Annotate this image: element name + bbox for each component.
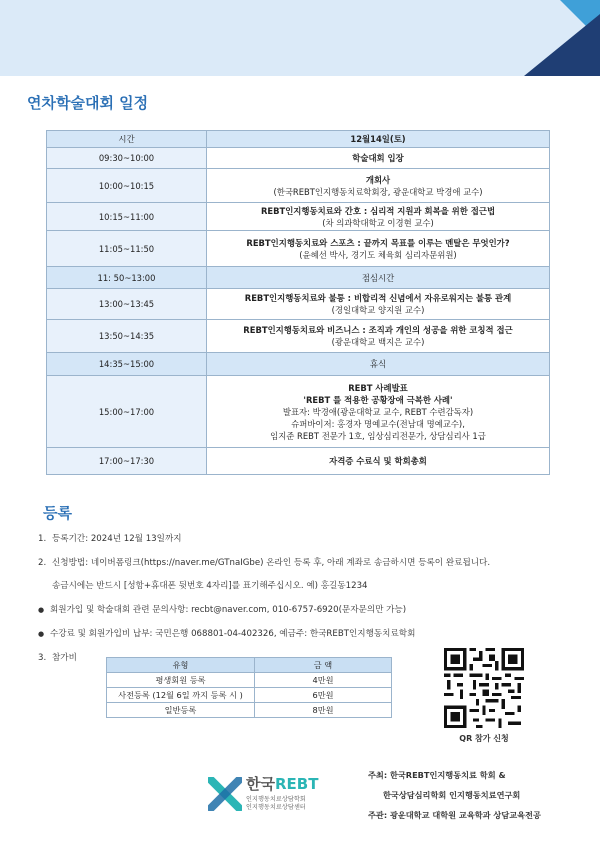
logo-name-korean: 한국 — [246, 775, 275, 793]
schedule-row — [47, 169, 550, 203]
schedule-time: 11:05~11:50 — [47, 231, 207, 267]
schedule-session — [207, 320, 550, 353]
schedule-row — [47, 376, 550, 448]
schedule-time: 11: 50~13:00 — [47, 267, 207, 289]
fee-table — [106, 657, 392, 718]
session-speaker: (경일대학교 양지원 교수) — [331, 305, 425, 315]
schedule-time: 17:00~17:30 — [47, 448, 207, 475]
schedule-time: 09:30~10:00 — [47, 148, 207, 169]
logo-subtitle: 인지행동치료상담학회 — [246, 796, 306, 803]
logo — [208, 773, 328, 815]
schedule-table — [46, 130, 550, 475]
schedule-time: 10:00~10:15 — [47, 169, 207, 203]
schedule-session — [207, 289, 550, 320]
session-title: REBT인지행동치료와 불통 : 비합리적 신념에서 자유로워지는 불통 관계 — [244, 293, 512, 303]
fee-row — [107, 688, 392, 703]
schedule-time: 10:15~11:00 — [47, 203, 207, 231]
logo-mark-icon — [208, 777, 242, 811]
qr-label: QR 참가 신청 — [459, 734, 509, 743]
schedule-session — [207, 376, 550, 448]
bullet-icon: ● — [38, 630, 45, 638]
session-speaker: (광운대학교 백지은 교수) — [331, 337, 425, 347]
session-title: 학술대회 입장 — [352, 153, 404, 163]
schedule-row — [47, 448, 550, 475]
registration-item — [52, 579, 368, 591]
fee-amount: 4만원 — [255, 673, 392, 688]
fee-header-amount: 금 액 — [255, 658, 392, 673]
registration-title: 등록 — [43, 504, 72, 522]
schedule-session — [207, 448, 550, 475]
item-marker: 2. — [38, 558, 47, 568]
session-subtitle: 'REBT 를 적용한 공황장애 극복한 사례' — [303, 394, 453, 405]
bullet-icon: ● — [38, 606, 45, 614]
registration-item — [38, 603, 406, 615]
item-marker: 3. — [38, 653, 47, 663]
session-supervisor: 슈퍼바이저: 홍경자 명예교수(전남대 명예교수), — [291, 418, 465, 429]
schedule-session — [207, 148, 550, 169]
schedule-time: 13:00~13:45 — [47, 289, 207, 320]
session-supervisor: 임지준 REBT 전문가 1호, 임상심리전문가, 상담심리사 1급 — [270, 430, 486, 441]
fee-header-row — [107, 658, 392, 673]
session-speaker: (차 의과학대학교 이경현 교수) — [322, 217, 434, 228]
logo-wordmark — [246, 773, 318, 794]
session-title: REBT인지행동치료와 비즈니스 : 조직과 개인의 성공을 위한 코칭적 접근 — [243, 325, 513, 335]
session-title: 개회사 — [365, 174, 391, 185]
schedule-session — [207, 267, 550, 289]
schedule-time: 14:35~15:00 — [47, 353, 207, 376]
fee-type: 일반등록 — [107, 703, 255, 718]
item-text: 참가비 — [52, 653, 77, 663]
session-title: REBT인지행동치료와 스포츠 : 끝까지 목표를 이루는 멘탈은 무엇인가? — [246, 237, 510, 248]
item-text: 신청방법: 네이버폼링크(https://naver.me/GTnaIGbe) 온라인 등록 후, 아래 계좌로 송금하시면 등록이 완료됩니다. — [52, 558, 491, 568]
schedule-time: 13:50~14:35 — [47, 320, 207, 353]
schedule-row — [47, 320, 550, 353]
schedule-session — [207, 231, 550, 267]
organizer-line: 주관: 광운대학교 대학원 교육학과 상담교육전공 — [368, 810, 541, 820]
schedule-row — [47, 203, 550, 231]
schedule-row — [47, 267, 550, 289]
schedule-header-row — [47, 131, 550, 148]
session-title: 휴식 — [369, 359, 387, 369]
organizer-line: 주최: 한국REBT인지행동치료 학회 & — [368, 770, 506, 780]
schedule-header-time: 시간 — [47, 131, 207, 148]
schedule-row — [47, 148, 550, 169]
item-text: 등록기간: 2024년 12월 13일까지 — [52, 534, 182, 544]
registration-item — [38, 556, 490, 568]
item-marker: 1. — [38, 534, 47, 544]
fee-amount: 6만원 — [255, 688, 392, 703]
session-title: 자격증 수료식 및 학회총회 — [329, 456, 427, 466]
schedule-session — [207, 353, 550, 376]
session-title: REBT 사례발표 — [348, 382, 408, 393]
item-text: 수강료 및 회원가입비 납부: 국민은행 068801-04-402326, 예금주: 한국REBT인지행동치료학회 — [50, 629, 416, 639]
fee-row — [107, 703, 392, 718]
logo-subtitle: 인지행동치료상담센터 — [246, 804, 306, 811]
schedule-session — [207, 203, 550, 231]
item-text: 송금시에는 반드시 [성함+휴대폰 뒷번호 4자리]를 표기해주십시오. 예) 홍길동1234 — [52, 581, 368, 591]
schedule-row — [47, 289, 550, 320]
session-speaker: (한국REBT인지행동치료학회장, 광운대학교 박경애 교수) — [273, 186, 483, 197]
fee-amount: 8만원 — [255, 703, 392, 718]
session-title: 점심시간 — [361, 272, 395, 283]
registration-item — [38, 532, 182, 544]
session-presenter: 발표자: 박경애(광운대학교 교수, REBT 수련감독자) — [282, 406, 474, 417]
schedule-time: 15:00~17:00 — [47, 376, 207, 448]
corner-decoration — [520, 0, 600, 76]
registration-item — [38, 651, 77, 663]
schedule-session — [207, 169, 550, 203]
fee-header-type: 유형 — [107, 658, 255, 673]
qr-code-icon[interactable] — [444, 648, 524, 728]
schedule-title: 연차학술대회 일정 — [27, 94, 149, 112]
item-text: 회원가입 및 학술대회 관련 문의사항: recbt@naver.com, 010-6757-6920(문자문의만 가능) — [50, 605, 407, 615]
fee-type: 사전등록 (12월 6일 까지 등록 시 ) — [107, 688, 255, 703]
session-speaker: (윤혜선 박사, 경기도 체육회 심리자문위원) — [299, 249, 457, 260]
schedule-header-date: 12월14일(토) — [207, 131, 550, 148]
header-band — [0, 0, 600, 76]
fee-type: 평생회원 등록 — [107, 673, 255, 688]
schedule-row — [47, 231, 550, 267]
logo-name-rebt: REBT — [274, 775, 319, 793]
session-title: REBT인지행동치료와 간호 : 심리적 지원과 회복을 위한 접근법 — [260, 205, 496, 216]
fee-row — [107, 673, 392, 688]
organizer-line: 한국상담심리학회 인지행동치료연구회 — [383, 790, 521, 800]
registration-item — [38, 627, 415, 639]
schedule-row — [47, 353, 550, 376]
